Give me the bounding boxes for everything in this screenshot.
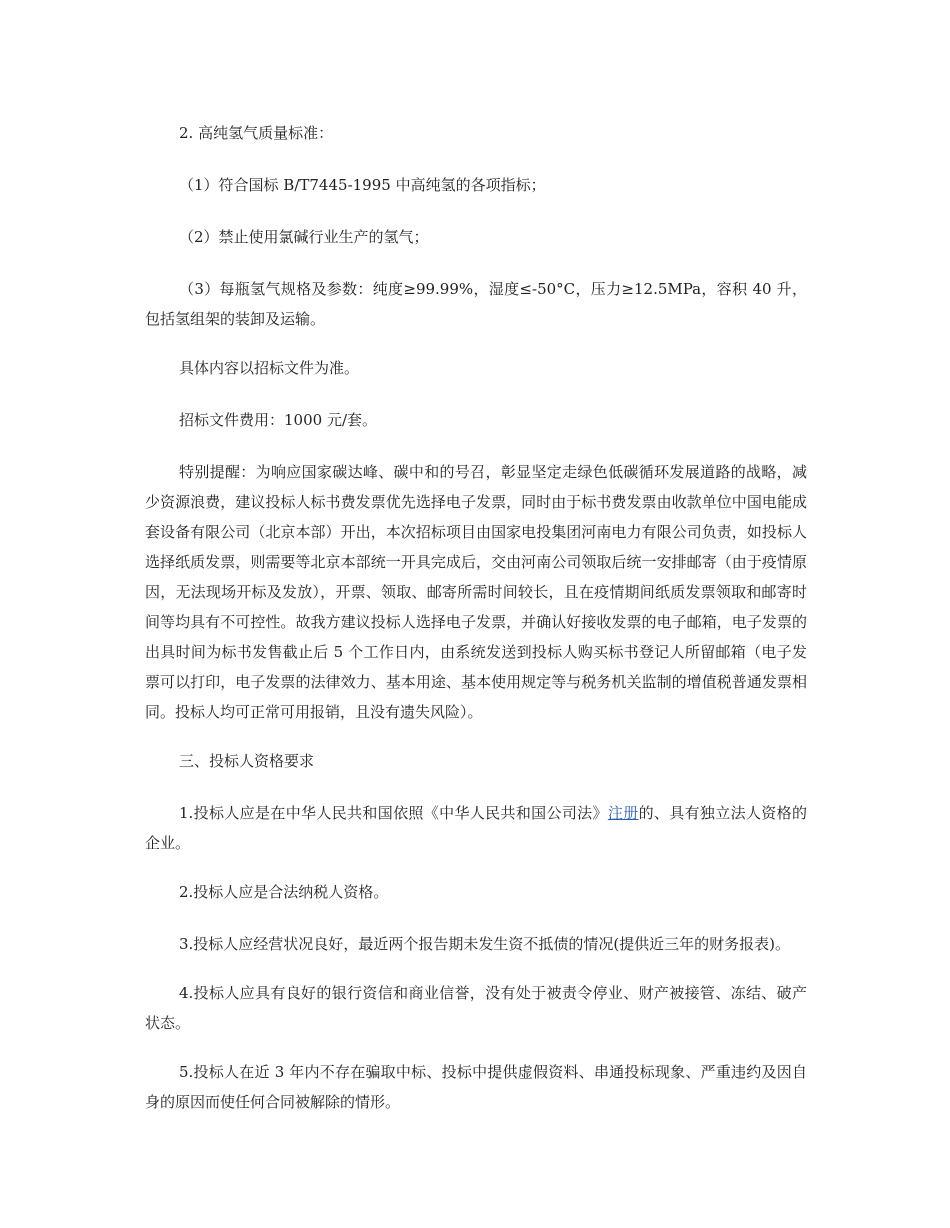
special-reminder: 特别提醒：为响应国家碳达峰、碳中和的号召，彰显坚定走绿色低碳循环发展道路的战略，减少资源浪费，建议投标人标书费发票优先选择电子发票，同时由于标书费发票由收款单位中国电能成套设备有限公司（北京本部）开出，本次招标项目由国家电投集团河南电力有限公司负责，如投标人选择纸质发票，则需要等北京本部统一开具完成后，交由河南公司领取后统一安排邮寄（由于疫情原因，无法现场开标及发放），开票、领取、邮寄所需时间较长，且在疫情期间纸质发票领取和邮寄时间等均具有不可控性。故我方建议投标人选择电子发票，并确认好接收发票的电子邮箱，电子发票的出具时间为标书发售截止后 5 个工作日内，由系统发送到投标人购买标书登记人所留邮箱（电子发票可以打印，电子发票的法律效力、基本用途、基本使用规定等与税务机关监制的增值税普通发票相同。投标人均可正常可用报销，且没有遗失风险）。 <box>145 463 807 721</box>
hydrogen-quality-heading: 2. 高纯氢气质量标准： <box>179 124 334 142</box>
standard-item-3: （3）每瓶氢气规格及参数：纯度≥99.99%，湿度≤-50°C，压力≥12.5MPa，容积 40 升，包括氢组架的装卸及运输。 <box>145 280 807 328</box>
tender-document-note: 具体内容以招标文件为准。 <box>179 359 360 377</box>
standard-item-2: （2）禁止使用氯碱行业生产的氢气； <box>179 228 429 246</box>
qualification-item-1 <box>145 798 807 858</box>
qualification-item-2: 2.投标人应是合法纳税人资格。 <box>179 883 389 901</box>
qualification-item-4: 4.投标人应具有良好的银行资信和商业信誉，没有处于被责令停业、财产被接管、冻结、破产状态。 <box>145 984 807 1032</box>
standard-item-1: （1）符合国标 B/T7445-1995 中高纯氢的各项指标； <box>179 176 546 194</box>
qualification-item-5: 5.投标人在近 3 年内不存在骗取中标、投标中提供虚假资料、串通投标现象、严重违约及因自身的原因而使任何合同被解除的情形。 <box>145 1063 807 1111</box>
qualification-item-3: 3.投标人应经营状况良好，最近两个报告期未发生资不抵债的情况(提供近三年的财务报表)。 <box>179 935 791 953</box>
qualification-1-text-before: 1.投标人应是在中华人民共和国依照《中华人民共和国公司法》 <box>179 804 608 822</box>
register-link[interactable]: 注册 <box>607 804 639 822</box>
document-body <box>145 118 807 1136</box>
tender-document-fee: 招标文件费用：1000 元/套。 <box>179 411 377 429</box>
section-heading-qualifications: 三、投标人资格要求 <box>179 752 315 770</box>
qualification-1-text-after: 的、具有独立法人资格的企业。 <box>145 804 807 852</box>
